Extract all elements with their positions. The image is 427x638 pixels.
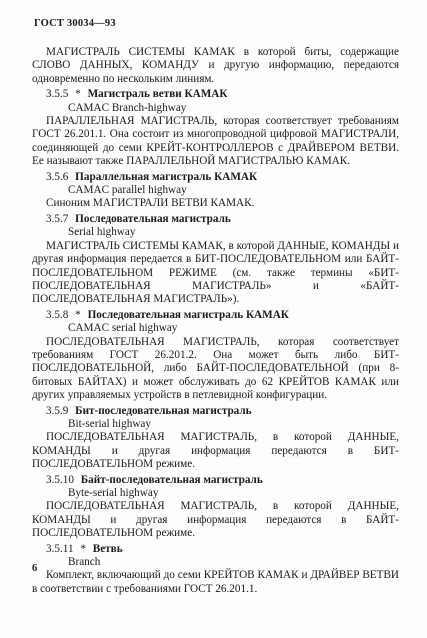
term-definition: Комплект, включающий до семи КРЕЙТОВ КАМАК и ДРАЙВЕР ВЕТВИ в соответствии с требованиями ГОСТ 26.201.1. bbox=[32, 569, 399, 595]
term-english: Byte-serial highway bbox=[68, 487, 159, 499]
term-mark: * bbox=[75, 88, 81, 101]
term-title: Ветвь bbox=[92, 542, 123, 555]
page-number: 6 bbox=[32, 563, 38, 574]
term-number: 3.5.8 bbox=[46, 308, 69, 321]
term-definition: ПОСЛЕДОВАТЕЛЬНАЯ МАГИСТРАЛЬ, в которой ДАННЫЕ, КОМАНДЫ и другая информация передаются в БАЙТ-ПОСЛЕДОВАТЕЛЬНОМ режиме. bbox=[32, 500, 399, 540]
document-body bbox=[32, 46, 399, 596]
term-definition: ПОСЛЕДОВАТЕЛЬНАЯ МАГИСТРАЛЬ, которая соответствует требованиям ГОСТ 26.201.2. Она может быть либо БИТ-ПОСЛЕДОВАТЕЛЬНОЙ, либо БАЙТ-ПОСЛЕДОВАТЕЛЬНОЙ (при 8-битовых БАЙТАХ) и может обслуживать до 62 КРЕЙТОВ КАМАК или других управляемых устройств в петлевидной конфигурации. bbox=[32, 335, 399, 402]
term-heading bbox=[32, 474, 399, 487]
term-english: Bit-serial highway bbox=[68, 417, 151, 430]
term-number: 3.5.5 bbox=[46, 88, 69, 101]
term-3-5-8 bbox=[32, 309, 399, 403]
term-title: Последовательная магистраль bbox=[75, 212, 231, 225]
term-heading bbox=[32, 543, 399, 556]
term-number: 3.5.6 bbox=[46, 170, 69, 183]
term-english: Branch bbox=[68, 556, 101, 569]
page-header: ГОСТ 30034—93 bbox=[34, 18, 116, 29]
term-title: Бит-последовательная магистраль bbox=[75, 404, 252, 417]
term-english: Serial highway bbox=[68, 226, 136, 239]
term-3-5-9 bbox=[32, 405, 399, 472]
term-heading bbox=[32, 213, 399, 226]
term-heading bbox=[32, 171, 399, 184]
term-title: Параллельная магистраль КАМАК bbox=[75, 170, 258, 183]
term-mark: * bbox=[75, 308, 81, 321]
term-3-5-7 bbox=[32, 213, 399, 307]
term-mark: * bbox=[80, 542, 86, 555]
term-title: Последовательная магистраль КАМАК bbox=[87, 308, 289, 321]
term-3-5-5 bbox=[32, 88, 399, 168]
term-definition: МАГИСТРАЛЬ СИСТЕМЫ КАМАК, в которой ДАННЫЕ, КОМАНДЫ и другая информация передается в БИТ-ПОСЛЕДОВАТЕЛЬНОМ или БАЙТ-ПОСЛЕДОВАТЕЛЬНОМ РЕЖИМЕ (см. также термины «БИТ-ПОСЛЕДОВАТЕЛЬНАЯ МАГИСТРАЛЬ» и «БАЙТ-ПОСЛЕДОВАТЕЛЬНАЯ МАГИСТРАЛЬ»). bbox=[32, 239, 399, 306]
term-definition: ПАРАЛЛЕЛЬНАЯ МАГИСТРАЛЬ, которая соответствует требованиям ГОСТ 26.201.1. Она состоит из многопроводной цифровой МАГИСТРАЛИ, соединяющей до семи КРЕЙТ-КОНТРОЛЛЕРОВ с ДРАЙВЕРОМ ВЕТВИ. Ее называют также ПАРАЛЛЕЛЬНОЙ МАГИСТРАЛЬЮ КАМАК. bbox=[32, 115, 399, 168]
term-number: 3.5.10 bbox=[46, 473, 74, 486]
term-number: 3.5.7 bbox=[46, 212, 69, 225]
term-number: 3.5.9 bbox=[46, 404, 69, 417]
term-title: Магистраль ветви КАМАК bbox=[87, 88, 228, 101]
term-english: CAMAC Branch-highway bbox=[68, 101, 187, 114]
term-heading bbox=[32, 88, 399, 101]
term-3-5-10 bbox=[32, 474, 399, 541]
term-3-5-11 bbox=[32, 543, 399, 597]
term-heading bbox=[32, 309, 399, 322]
term-definition: ПОСЛЕДОВАТЕЛЬНАЯ МАГИСТРАЛЬ, в которой ДАННЫЕ, КОМАНДЫ и другая информация передаются в БИТ-ПОСЛЕДОВАТЕЛЬНОМ режиме. bbox=[32, 431, 399, 471]
term-number: 3.5.11 bbox=[46, 542, 74, 555]
term-title: Байт-последовательная магистраль bbox=[80, 473, 263, 486]
term-english: CAMAC parallel highway bbox=[68, 184, 187, 197]
term-3-5-6 bbox=[32, 171, 399, 211]
intro-paragraph: МАГИСТРАЛЬ СИСТЕМЫ КАМАК в которой биты, содержащие СЛОВО ДАННЫХ, КОМАНДУ и другую информацию, передаются одновременно по нескольким линиям. bbox=[32, 46, 399, 85]
term-english: CAMAC serial highway bbox=[68, 322, 178, 335]
term-definition: Синоним МАГИСТРАЛИ ВЕТВИ КАМАК. bbox=[46, 197, 255, 210]
term-heading bbox=[32, 405, 399, 418]
